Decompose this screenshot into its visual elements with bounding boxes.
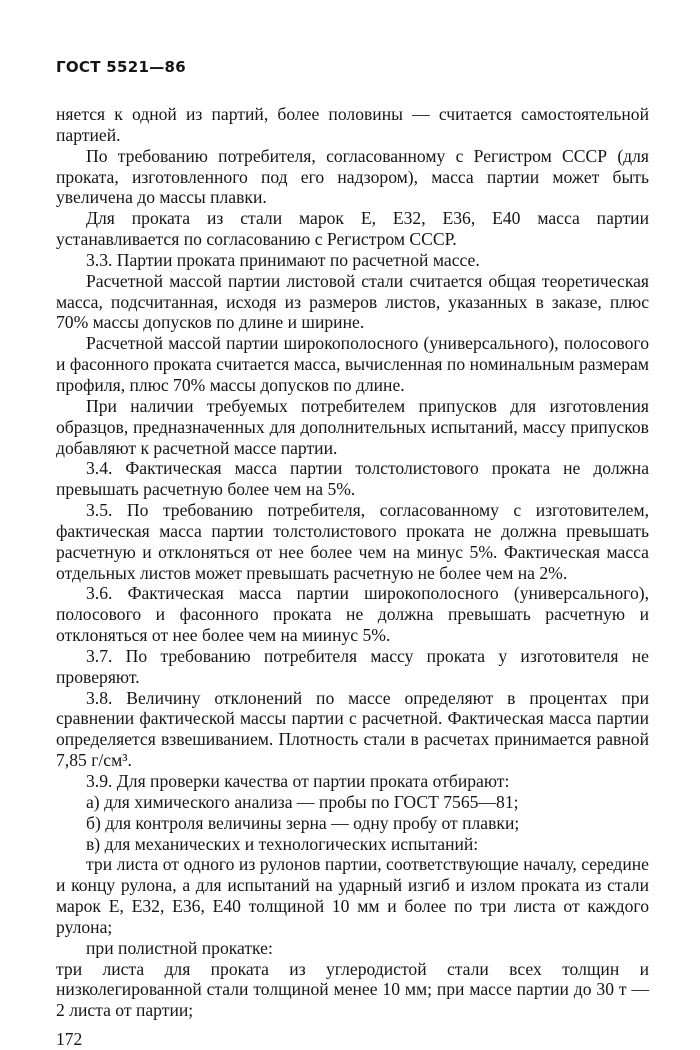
paragraph: Для проката из стали марок Е, Е32, Е36, Е40 масса партии устанавливается по согласованию с Регистром СССР. [56, 208, 649, 250]
paragraph: при полистной прокатке: [86, 937, 273, 958]
paragraph: При наличии требуемых потребителем припусков для изготовления образцов, предназначенных для дополнительных испытаний, массу припусков добавляют к расчетной массе партии. [56, 395, 649, 458]
paragraph: Расчетной массой партии широкополосного (универсального), полосового и фасонного проката считается масса, вычисленная по номинальным размерам профиля, плюс 70% массы допусков по длине. [56, 333, 649, 395]
document-body [56, 104, 649, 1021]
paragraph: По требованию потребителя, согласованному с Регистром СССР (для проката, изготовленного под его надзором), масса партии может быть увеличена до массы плавки. [56, 145, 649, 208]
paragraph: 3.6. Фактическая масса партии широкополосного (универсального), полосового и фасонного проката не должна превышать расчетную и отклоняться от нее более чем на миинус 5%. [56, 583, 649, 646]
page-number: 172 [56, 1029, 83, 1050]
paragraph: 3.4. Фактическая масса партии толстолистового проката не должна превышать расчетную более чем на 5%. [56, 458, 649, 500]
paragraph: Расчетной массой партии листовой стали считается общая теоретическая масса, подсчитанная, исходя из размеров листов, указанных в заказе, плюс 70% массы допусков по длине и ширине. [56, 270, 649, 333]
paragraph: в) для механических и технологических испытаний: [86, 833, 479, 854]
paragraph: 3.3. Партии проката принимают по расчетной массе. [86, 249, 480, 270]
paragraph: 3.9. Для проверки качества от партии проката отбирают: [86, 771, 510, 791]
paragraph: 3.5. По требованию потребителя, согласованному с изготовителем, фактическая масса партии толстолистового проката не должна превышать расчетную и отклоняться от нее более чем на минус 5%. Фактическая масса отдельных листов может превышать расчетную не более чем на 2%. [56, 500, 649, 583]
paragraph: три листа от одного из рулонов партии, соответствующие началу, середине и концу рулона, а для испытаний на ударный изгиб и излом проката из стали марок Е, Е32, Е36, Е40 толщиной 10 мм и более по три листа от каждого рулона; [56, 854, 649, 937]
document-page [56, 42, 649, 1050]
paragraph: 3.8. Величину отклонений по массе определяют в процентах при сравнении фактической массы партии с расчетной. Фактическая масса партии определяется взвешиванием. Плотность стали в расчетах принимается равной 7,85 г/см³. [56, 687, 649, 771]
paragraph: а) для химического анализа — пробы по ГОСТ 7565—81; [86, 791, 519, 812]
paragraph: 3.7. По требованию потребителя массу проката у изготовителя не проверяют. [56, 645, 649, 687]
page-header: ГОСТ 5521—86 [56, 58, 186, 76]
paragraph: б) для контроля величины зерна — одну пробу от плавки; [86, 812, 520, 833]
paragraph: три листа для проката из углеродистой стали всех толщин и низколегированной стали толщиной менее 10 мм; при массе партии до 30 т — 2 листа от партии; [56, 958, 649, 1021]
paragraph: няется к одной из партий, более половины — считается самостоятельной партией. [56, 104, 649, 145]
